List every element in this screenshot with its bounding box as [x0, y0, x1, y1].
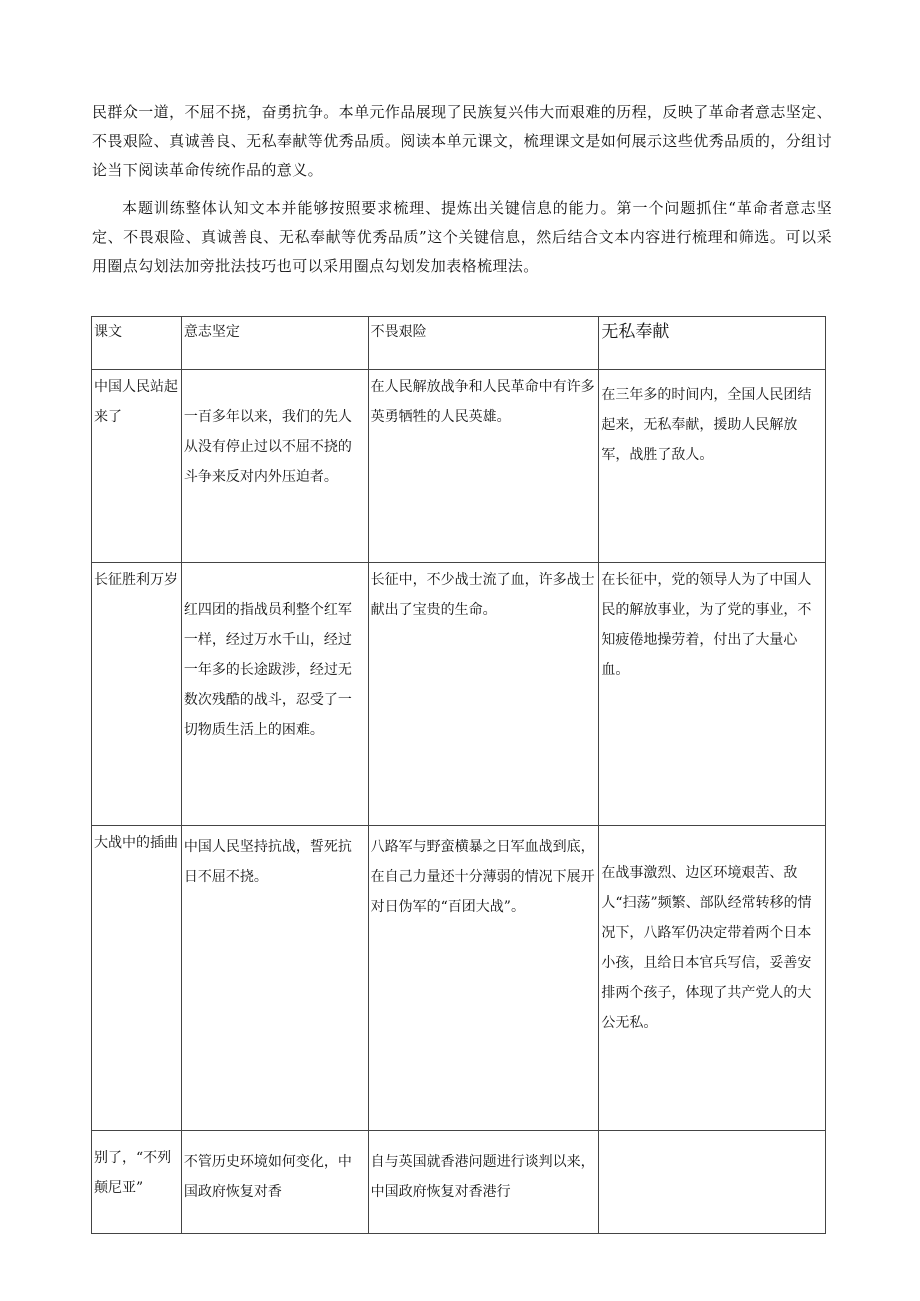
row-title: 大战中的插曲: [92, 826, 182, 1131]
analysis-table: [91, 316, 826, 1234]
row-fearless: 八路军与野蛮横暴之日军血战到底，在自己力量还十分薄弱的情况下展开对日伪军的“百团大战”。: [368, 826, 599, 1131]
table-row: [92, 370, 826, 563]
row-willpower: 中国人民坚持抗战，誓死抗日不屈不挠。: [181, 826, 368, 1131]
intro-paragraph-2: 本题训练整体认知文本并能够按照要求梳理、提炼出关键信息的能力。第一个问题抓住“革命者意志坚定、不畏艰险、真诚善良、无私奉献等优秀品质”这个关键信息，然后结合文本内容进行梳理和筛选。可以采用圈点勾划法加旁批法技巧也可以采用圈点勾划发加表格梳理法。: [92, 199, 832, 275]
row-willpower: 一百多年以来，我们的先人从没有停止过以不屈不挠的斗争来反对内外压迫者。: [181, 370, 368, 563]
row-fearless: 在人民解放战争和人民革命中有许多英勇牺牲的人民英雄。: [368, 370, 599, 563]
table-row: [92, 563, 826, 826]
row-willpower: 不管历史环境如何变化，中国政府恢复对香: [181, 1131, 368, 1234]
table-header-row: [92, 317, 826, 370]
intro-paragraph-1: 民群众一道，不屈不挠，奋勇抗争。本单元作品展现了民族复兴伟大而艰难的历程，反映了革命者意志坚定、不畏艰险、真诚善良、无私奉献等优秀品质。阅读本单元课文，梳理课文是如何展示这些优秀品质的，分组讨论当下阅读革命传统作品的意义。: [92, 103, 832, 179]
table-row: [92, 826, 826, 1131]
row-selfless: [599, 1131, 826, 1234]
row-fearless: 长征中，不少战士流了血，许多战士献出了宝贵的生命。: [368, 563, 599, 826]
header-text: 课文: [92, 317, 182, 370]
row-title: 长征胜利万岁: [92, 563, 182, 826]
table-row: [92, 1131, 826, 1234]
header-willpower: 意志坚定: [181, 317, 368, 370]
row-selfless: 在三年多的时间内，全国人民团结起来，无私奉献，援助人民解放军，战胜了敌人。: [599, 370, 826, 563]
row-title: 中国人民站起来了: [92, 370, 182, 563]
row-selfless: 在战事激烈、边区环境艰苦、敌人“扫荡”频繁、部队经常转移的情况下，八路军仍决定带着两个日本小孩，且给日本官兵写信，妥善安排两个孩子，体现了共产党人的大公无私。: [599, 826, 826, 1131]
row-willpower: 红四团的指战员利整个红军一样，经过万水千山，经过一年多的长途跋涉，经过无数次残酷的战斗，忍受了一切物质生活上的困难。: [181, 563, 368, 826]
row-fearless: 自与英国就香港问题进行谈判以来，中国政府恢复对香港行: [368, 1131, 599, 1234]
header-fearless: 不畏艰险: [368, 317, 599, 370]
row-selfless: 在长征中，党的领导人为了中国人民的解放事业，为了党的事业，不知疲倦地操劳着，付出了大量心血。: [599, 563, 826, 826]
row-title: 别了，“不列颠尼亚”: [92, 1131, 182, 1234]
header-selfless: 无私奉献: [599, 317, 826, 370]
